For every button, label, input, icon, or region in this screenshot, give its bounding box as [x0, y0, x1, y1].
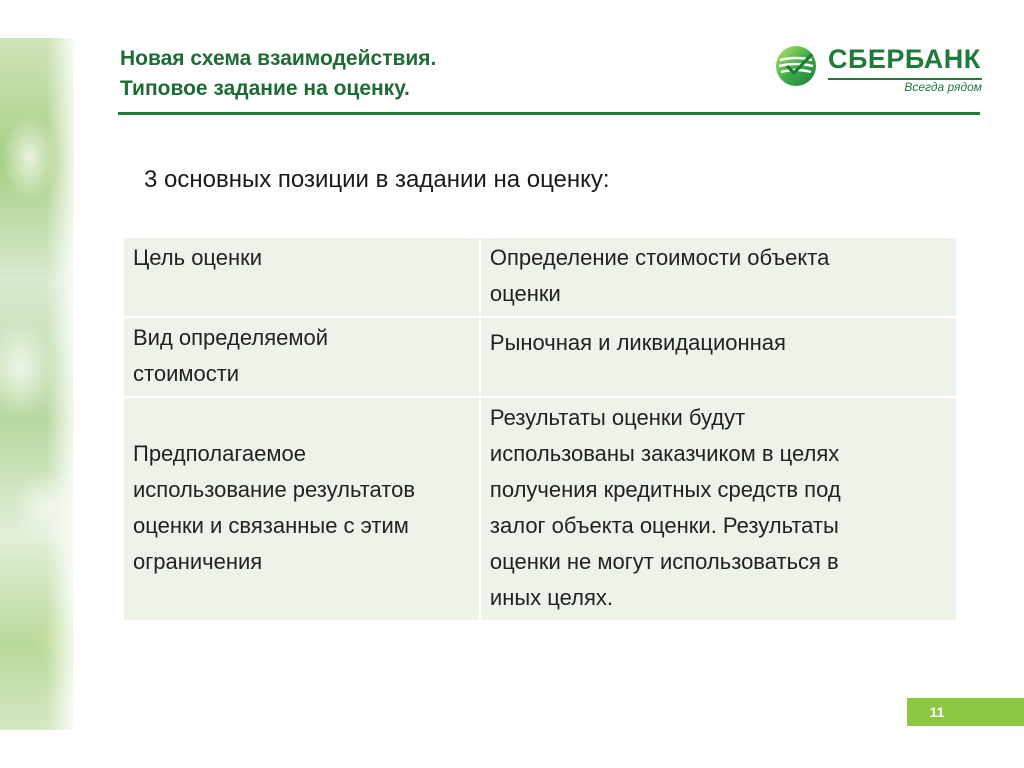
- table-cell-value: [481, 398, 956, 622]
- sberbank-logo: [774, 42, 986, 100]
- cell-text-line: оценки не могут использоваться в: [489, 549, 839, 574]
- cell-text-line: ограничения: [133, 549, 263, 574]
- logo-tagline: Всегда рядом: [904, 80, 982, 94]
- cell-text-line: Рыночная и ликвидационная: [489, 330, 786, 355]
- header-divider: [118, 112, 980, 115]
- cell-text-line: Цель оценки: [133, 245, 263, 270]
- cell-text-line: иных целях.: [489, 585, 613, 610]
- decorative-side-strip: [0, 38, 74, 730]
- table-row: [124, 398, 956, 622]
- cell-text-line: Предполагаемое: [133, 441, 306, 466]
- table-cell-value: [481, 238, 956, 318]
- cell-text-line: Результаты оценки будут: [489, 405, 746, 430]
- table-cell-label: [124, 238, 481, 318]
- table-row: [124, 238, 956, 318]
- content-subtitle: 3 основных позиции в задании на оценку:: [144, 166, 610, 193]
- slide-title: [120, 44, 436, 104]
- cell-text-line: оценки: [489, 281, 561, 306]
- cell-text-line: оценки и связанные с этим: [133, 513, 409, 538]
- cell-text-line: Вид определяемой: [133, 325, 329, 350]
- table-row: [124, 318, 956, 398]
- cell-text-line: залог объекта оценки. Результаты: [489, 513, 839, 538]
- page-number-badge: [907, 698, 1024, 726]
- cell-text-line: использованы заказчиком в целях: [489, 441, 840, 466]
- assessment-table: [124, 238, 956, 622]
- slide-title-line2: Типовое задание на оценку.: [120, 77, 410, 100]
- slide-title-line1: Новая схема взаимодействия.: [120, 47, 437, 70]
- table-cell-value: [481, 318, 956, 398]
- cell-text-line: получения кредитных средств под: [489, 477, 841, 502]
- logo-brand-name: СБЕРБАНК: [828, 44, 981, 74]
- page-number: 11: [929, 704, 945, 720]
- table-cell-label: [124, 318, 481, 398]
- cell-text-line: использование результатов: [133, 477, 416, 502]
- sberbank-logo-icon: [774, 44, 818, 88]
- table-cell-label: [124, 398, 481, 622]
- cell-text-line: Определение стоимости объекта: [489, 245, 830, 270]
- cell-text-line: стоимости: [133, 361, 240, 386]
